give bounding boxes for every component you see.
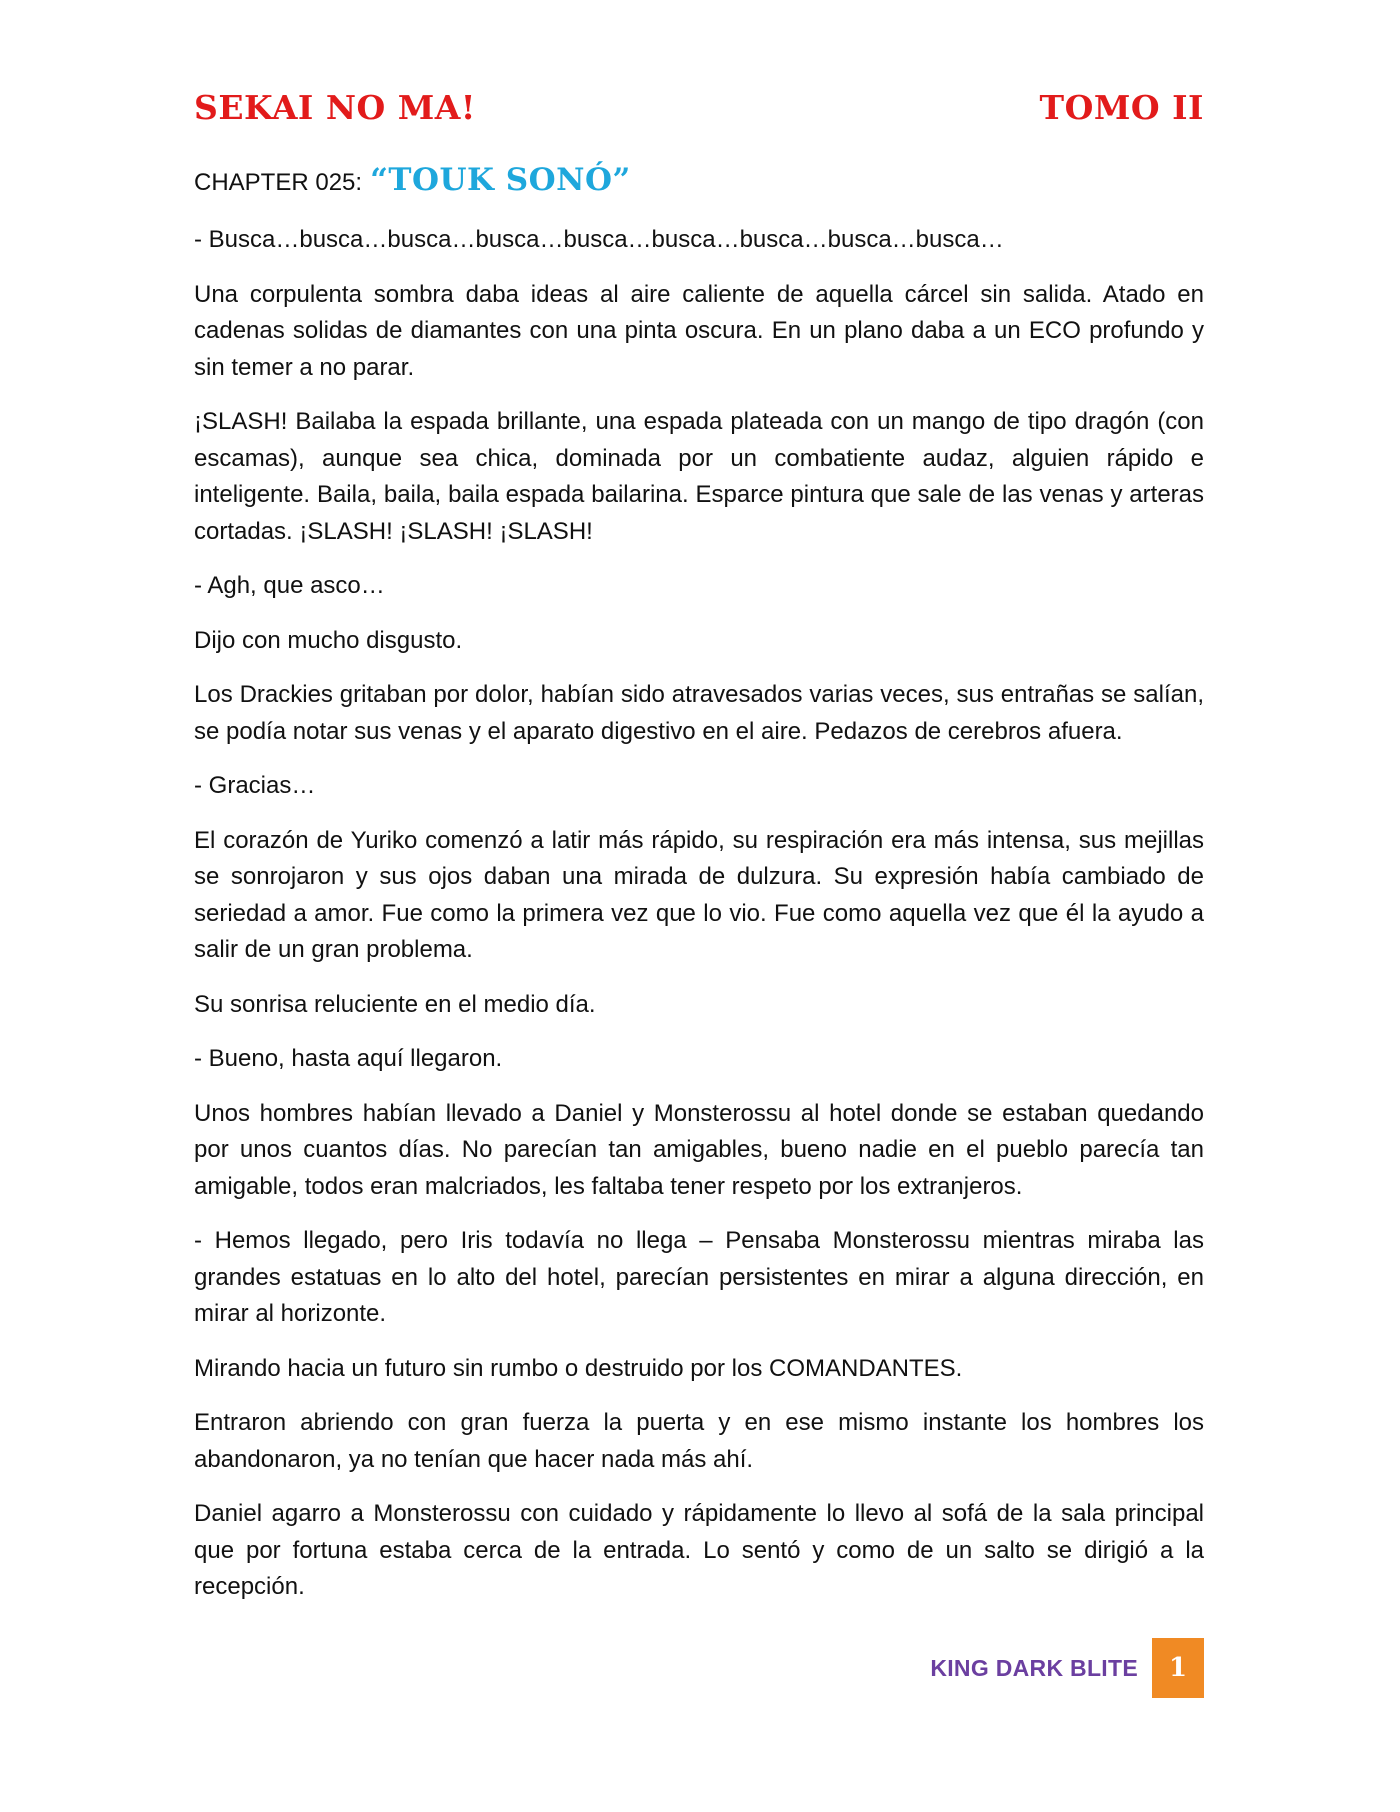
chapter-title: “TOUK SONÓ” <box>370 162 631 198</box>
paragraph: ¡SLASH! Bailaba la espada brillante, una espada plateada con un mango de tipo dragón (con escamas), aunque sea chica, dominada por un combatiente audaz, alguien rápido e inteligente. Baila, baila, baila espada bailarina. Esparce pintura que sale de las venas y arteras cortadas. ¡SLASH! ¡SLASH! ¡SLASH! <box>194 408 1204 545</box>
page-footer <box>930 1638 1204 1698</box>
paragraph: - Gracias… <box>194 772 316 799</box>
paragraph: Su sonrisa reluciente en el medio día. <box>194 990 596 1018</box>
volume-title: TOMO II <box>1039 88 1204 127</box>
author-name: KING DARK BLITE <box>930 1654 1138 1681</box>
series-title: SEKAI NO MA! <box>194 88 476 127</box>
page-header <box>194 88 1204 127</box>
chapter-heading <box>194 162 631 198</box>
paragraph: Los Drackies gritaban por dolor, habían sido atravesados varias veces, sus entrañas se salían, se podía notar sus venas y el aparato digestivo en el aire. Pedazos de cerebros afuera. <box>194 681 1204 745</box>
paragraph: - Busca…busca…busca…busca…busca…busca…busca…busca…busca… <box>194 226 1004 253</box>
paragraph: Unos hombres habían llevado a Daniel y Monsterossu al hotel donde se estaban quedando por unos cuantos días. No parecían tan amigables, bueno nadie en el pueblo parecía tan amigable, todos eran malcriados, les faltaba tener respeto por los extranjeros. <box>194 1099 1204 1200</box>
paragraph: - Hemos llegado, pero Iris todavía no llega – Pensaba Monsterossu mientras miraba las grandes estatuas en lo alto del hotel, parecían persistentes en mirar a alguna dirección, en mirar al horizonte. <box>194 1227 1204 1327</box>
chapter-label: CHAPTER 025: <box>194 169 363 196</box>
paragraph: Daniel agarro a Monsterossu con cuidado y rápidamente lo llevo al sofá de la sala principal que por fortuna estaba cerca de la entrada. Lo sentó y como de un salto se dirigió a la recepción. <box>194 1500 1204 1600</box>
body-text <box>194 222 1204 1624</box>
paragraph: Entraron abriendo con gran fuerza la puerta y en ese mismo instante los hombres los abandonaron, ya no tenían que hacer nada más ahí. <box>194 1409 1204 1473</box>
page-number: 1 <box>1152 1638 1204 1698</box>
paragraph: Una corpulenta sombra daba ideas al aire caliente de aquella cárcel sin salida. Atado en cadenas solidas de diamantes con una pinta oscura. En un plano daba a un ECO profundo y sin temer a no parar. <box>194 280 1204 381</box>
paragraph: El corazón de Yuriko comenzó a latir más rápido, su respiración era más intensa, sus mejillas se sonrojaron y sus ojos daban una mirada de dulzura. Su expresión había cambiado de seriedad a amor. Fue como la primera vez que lo vio. Fue como aquella vez que él la ayudo a salir de un gran problema. <box>194 826 1204 963</box>
paragraph: Mirando hacia un futuro sin rumbo o destruido por los COMANDANTES. <box>194 1354 963 1382</box>
paragraph: - Agh, que asco… <box>194 572 385 599</box>
paragraph: - Bueno, hasta aquí llegaron. <box>194 1045 503 1072</box>
paragraph: Dijo con mucho disgusto. <box>194 626 463 654</box>
